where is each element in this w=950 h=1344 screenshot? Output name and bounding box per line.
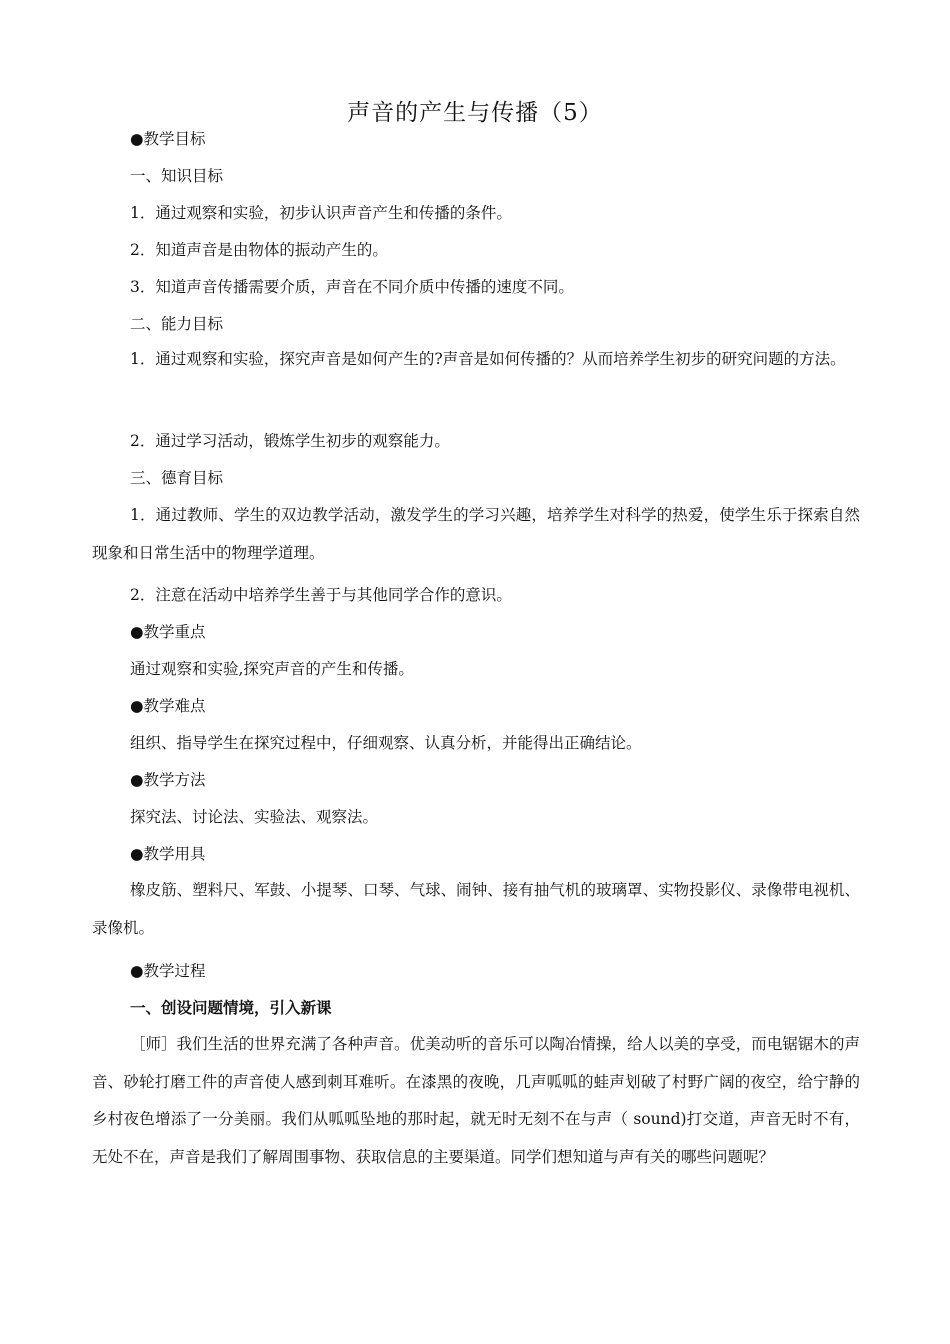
knowledge-objective-item: 1．通过观察和实验，初步认识声音产生和传播的条件。: [130, 204, 512, 222]
moral-objective-item: 1．通过教师、学生的双边教学活动，激发学生的学习兴趣，培养学生对科学的热爱，使学生乐于探索自然现象和日常生活中的物理学道理。: [92, 506, 860, 562]
key-points-heading: ●教学重点: [130, 623, 206, 641]
process-section-heading: 一、创设问题情境，引入新课: [130, 998, 332, 1017]
ability-objective-item: 2．通过学习活动，锻炼学生初步的观察能力。: [130, 432, 450, 450]
tools-text: 橡皮筋、塑料尺、军鼓、小提琴、口琴、气球、闹钟、接有抽气机的玻璃罩、实物投影仪、录像带电视机、录像机。: [92, 881, 860, 937]
knowledge-objective-item: 3．知道声音传播需要介质，声音在不同介质中传播的速度不同。: [130, 278, 574, 296]
methods-heading: ●教学方法: [130, 771, 206, 789]
methods-text: 探究法、讨论法、实验法、观察法。: [130, 808, 379, 826]
objectives-heading: ●教学目标: [130, 130, 206, 148]
ability-objective-item: 1．通过观察和实验，探究声音是如何产生的?声音是如何传播的？从而培养学生初步的研究问题的方法。: [130, 350, 846, 368]
knowledge-objective-item: 2．知道声音是由物体的振动产生的。: [130, 241, 388, 259]
difficulties-text: 组织、指导学生在探究过程中，仔细观察、认真分析，并能得出正确结论。: [130, 734, 642, 752]
process-heading: ●教学过程: [130, 962, 206, 980]
knowledge-objectives-heading: 一、知识目标: [130, 167, 224, 185]
key-points-text: 通过观察和实验,探究声音的产生和传播。: [130, 660, 414, 678]
ability-objectives-heading: 二、能力目标: [130, 315, 224, 333]
difficulties-heading: ●教学难点: [130, 697, 206, 715]
document-title: 声音的产生与传播（5）: [347, 100, 603, 126]
moral-objectives-heading: 三、德育目标: [130, 469, 224, 487]
process-section-text: ［师］我们生活的世界充满了各种声音。优美动听的音乐可以陶冶情操，给人以美的享受，而电锯锯木的声音、砂轮打磨工件的声音使人感到刺耳难听。在漆黑的夜晚，几声呱呱的蛙声划破了村野广阔的夜空，给宁静的乡村夜色增添了一分美丽。我们从呱呱坠地的那时起，就无时无刻不在与声（ sound)打交道，声音无时不有，无处不在，声音是我们了解周围事物、获取信息的主要渠道。同学们想知道与声有关的哪些问题呢？: [92, 1035, 860, 1166]
moral-objective-item: 2．注意在活动中培养学生善于与其他同学合作的意识。: [130, 586, 512, 604]
tools-heading: ●教学用具: [130, 845, 206, 863]
